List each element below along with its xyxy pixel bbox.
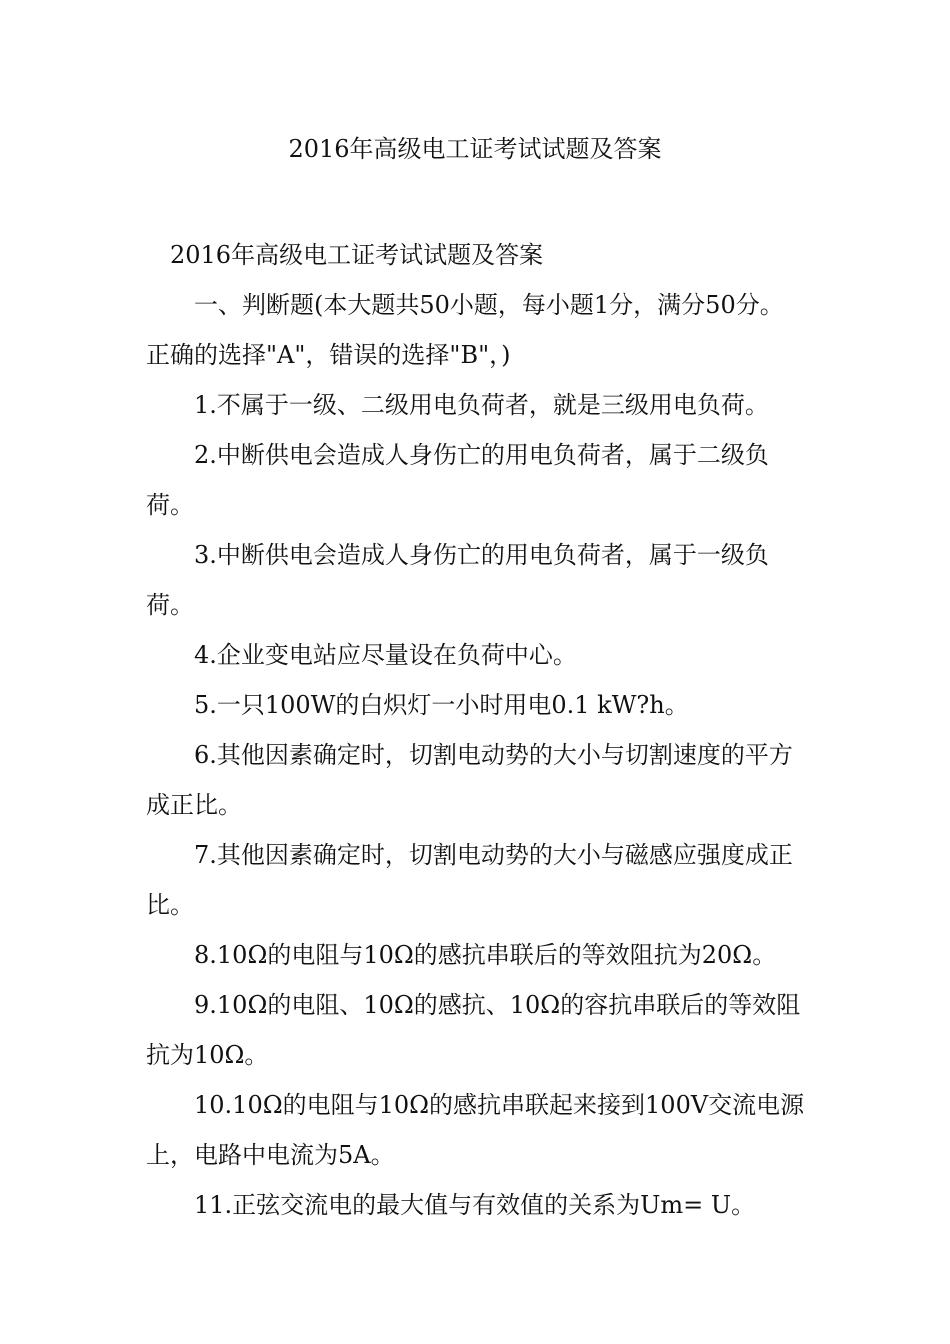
question-10: 10.10Ω的电阻与10Ω的感抗串联起来接到100V交流电源上，电路中电流为5A。 <box>146 1091 805 1169</box>
question-4: 4.企业变电站应尽量设在负荷中心。 <box>194 641 577 669</box>
question-2: 2.中断供电会造成人身伤亡的用电负荷者，属于二级负荷。 <box>146 441 769 519</box>
question-5: 5.一只100W的白炽灯一小时用电0.1 kW?h。 <box>194 691 689 719</box>
page-title: 2016年高级电工证考试试题及答案 <box>288 135 662 163</box>
question-1: 1.不属于一级、二级用电负荷者，就是三级用电负荷。 <box>194 391 769 419</box>
question-6: 6.其他因素确定时，切割电动势的大小与切割速度的平方成正比。 <box>146 741 793 819</box>
document-body <box>146 230 806 1230</box>
question-7: 7.其他因素确定时，切割电动势的大小与磁感应强度成正比。 <box>146 841 793 919</box>
section-heading: 一、判断题(本大题共50小题，每小题1分，满分50分。正确的选择"A"，错误的选择"B"，) <box>146 291 784 369</box>
question-9: 9.10Ω的电阻、10Ω的感抗、10Ω的容抗串联后的等效阻抗为10Ω。 <box>146 991 801 1069</box>
question-3: 3.中断供电会造成人身伤亡的用电负荷者，属于一级负荷。 <box>146 541 769 619</box>
question-8: 8.10Ω的电阻与10Ω的感抗串联后的等效阻抗为20Ω。 <box>194 941 777 969</box>
document-subtitle: 2016年高级电工证考试试题及答案 <box>170 241 544 269</box>
question-11: 11.正弦交流电的最大值与有效值的关系为Um= U。 <box>194 1191 756 1219</box>
